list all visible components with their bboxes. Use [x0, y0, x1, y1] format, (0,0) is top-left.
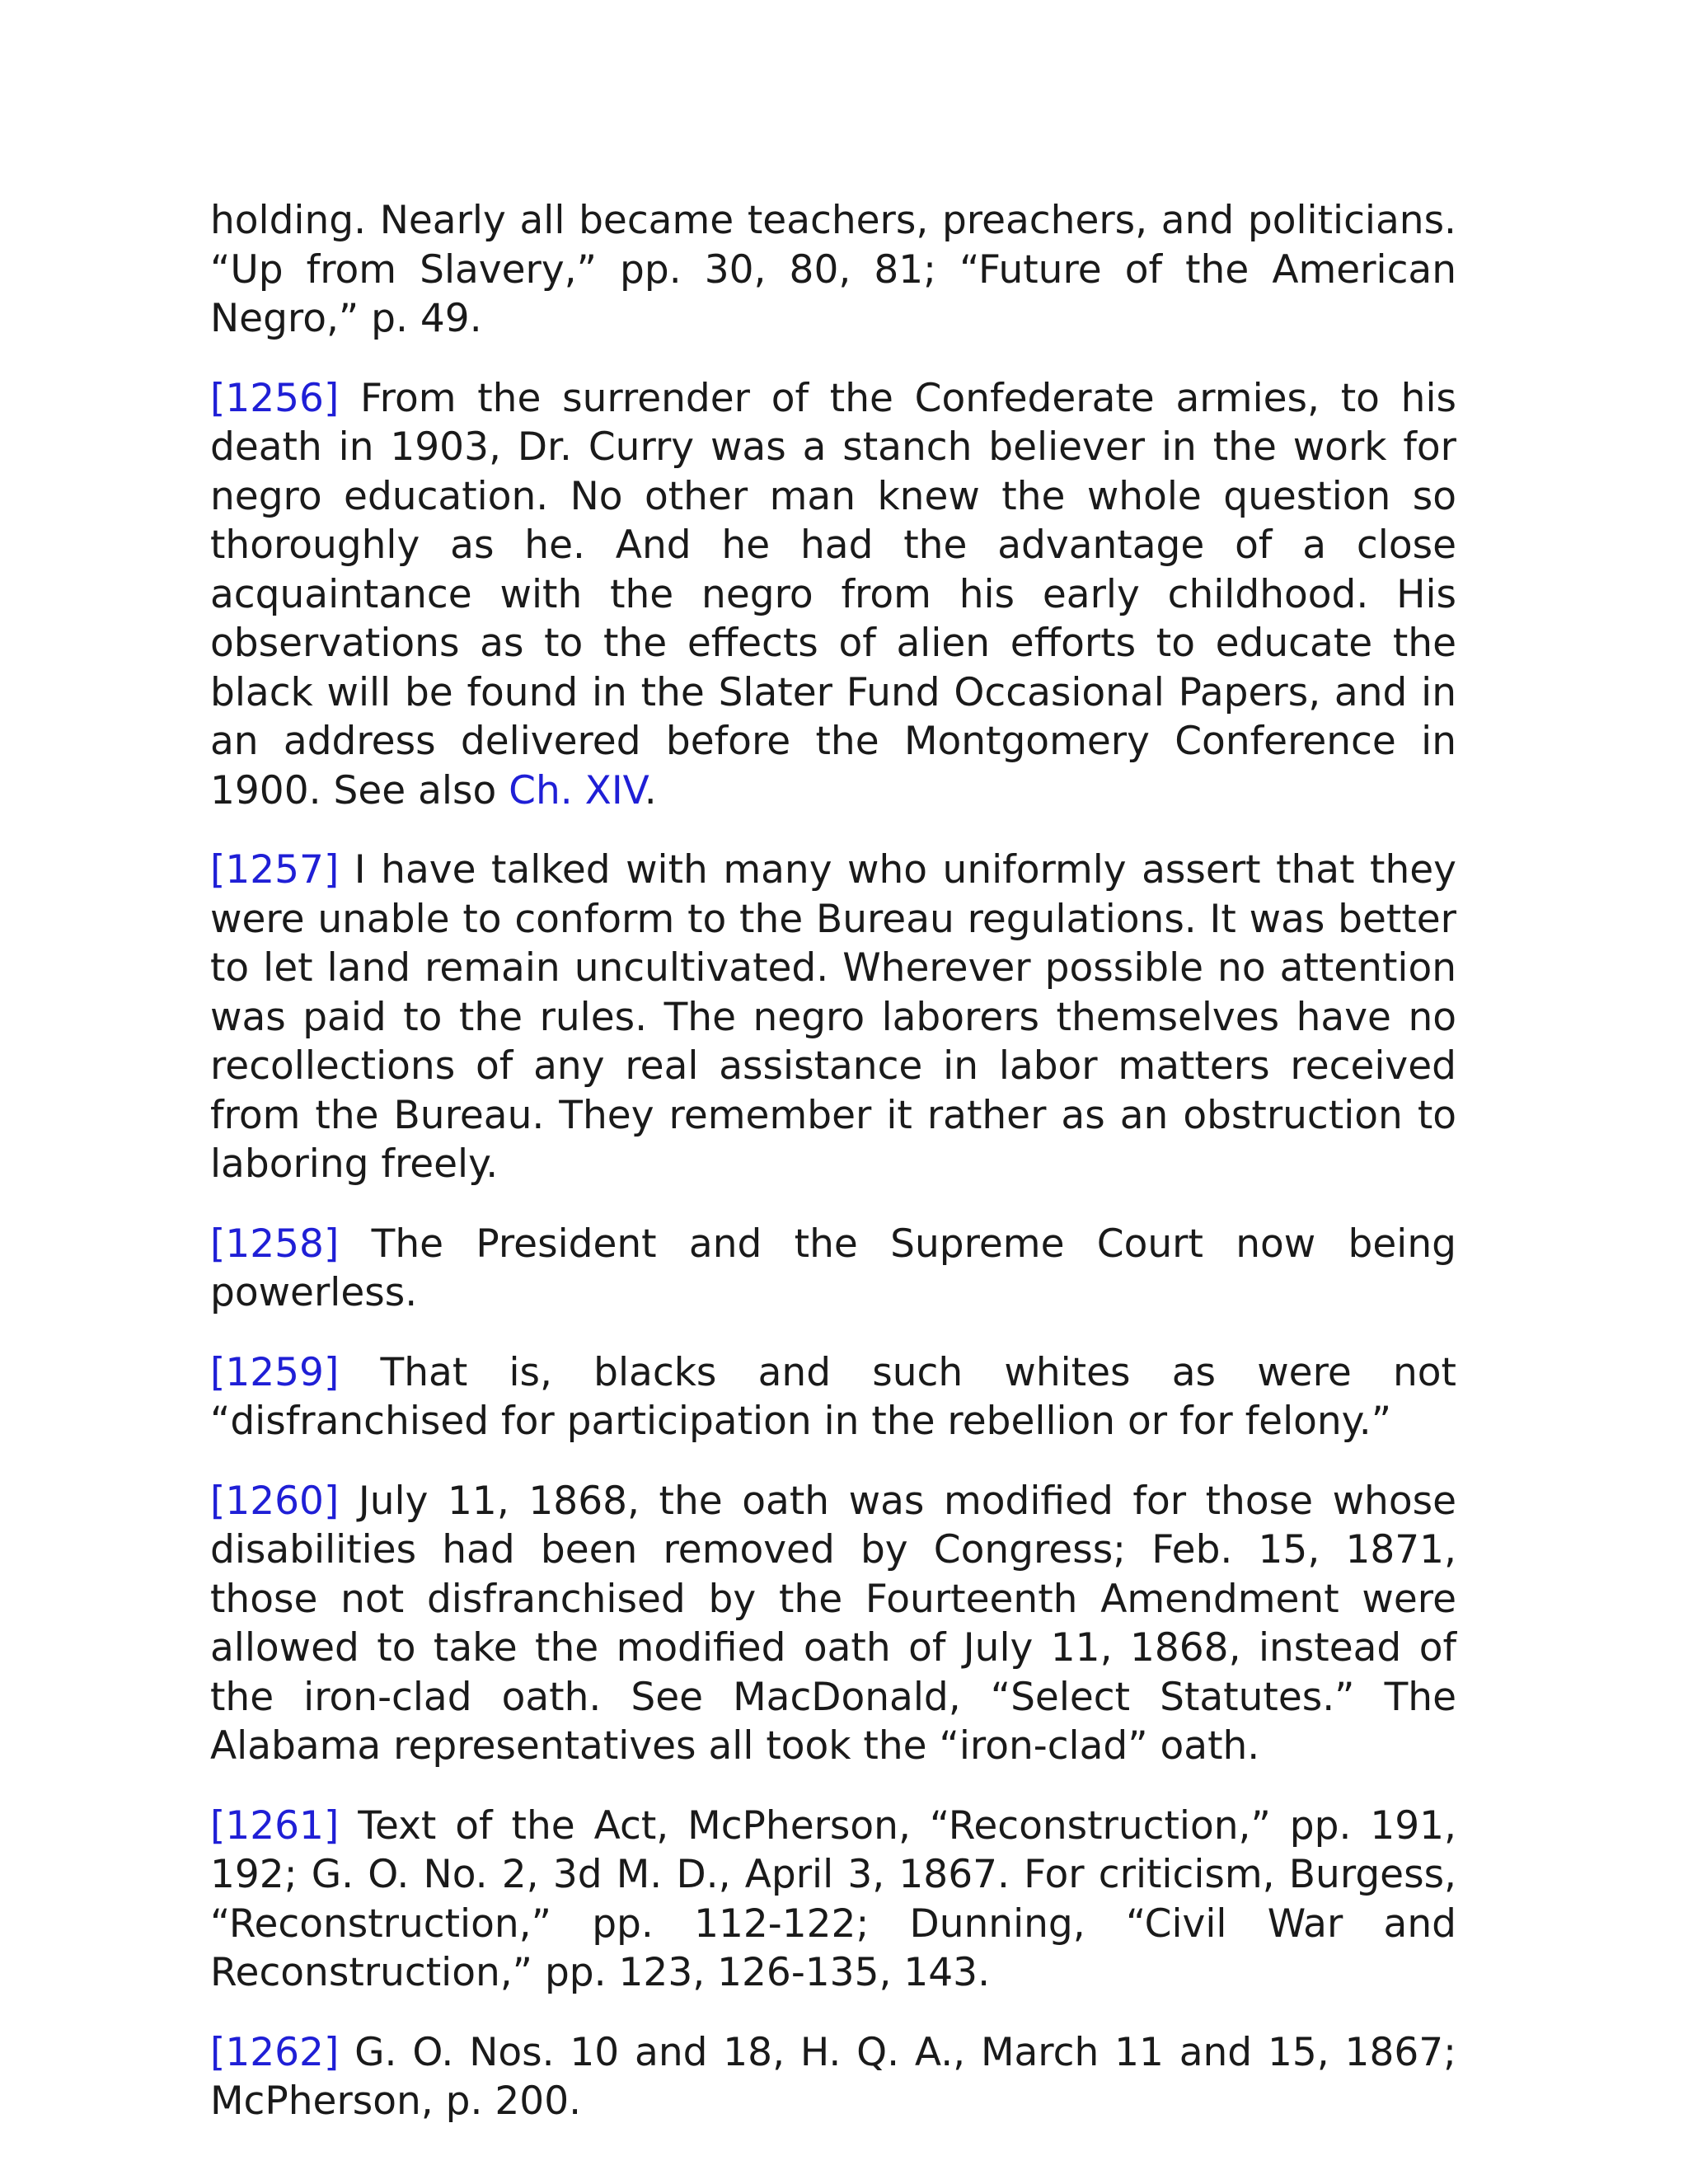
footnote-text: From the surrender of the Confederate armies, to his death in 1903, Dr. Curry was a stanch believer in the work for negro education. No other man knew the whole question so thoroughly as he. And he had the advantage of a close acquaintance with the negro from his early childhood. His observations as to the effects of alien efforts to educate the black will be found in the Slater Fund Occasional Papers, and in an address delivered before the Montgomery Conference in 1900. See also: [210, 375, 1456, 813]
footnote-1256: [210, 374, 1456, 816]
footnote-continuation: [210, 196, 1456, 344]
footnote-1261: [210, 1802, 1456, 1998]
footnote-1258: [210, 1220, 1456, 1318]
footnote-text: I have talked with many who uniformly assert that they were unable to conform to the Bureau regulations. It was better to let land remain uncultivated. Wherever possible no attention was paid to the rules. The negro laborers themselves have no recollections of any real assistance in labor matters received from the Bureau. They remember it rather as an obstruction to laboring freely.: [210, 847, 1456, 1187]
footnote-ref-link-1259[interactable]: [1259]: [210, 1349, 340, 1395]
footnote-ref-link-1260[interactable]: [1260]: [210, 1478, 340, 1524]
footnote-text: The President and the Supreme Court now being powerless.: [210, 1221, 1456, 1315]
footnote-1260: [210, 1477, 1456, 1771]
footnote-1259: [210, 1348, 1456, 1446]
footnote-ref-link-1261[interactable]: [1261]: [210, 1802, 340, 1849]
footnote-text-tail: .: [644, 767, 657, 813]
footnote-ref-link-1262[interactable]: [1262]: [210, 2029, 340, 2075]
footnote-text: holding. Nearly all became teachers, preachers, and politicians. “Up from Slavery,” pp. 30, 80, 81; “Future of the American Negro,” p. 49.: [210, 198, 1456, 341]
chapter-xiv-link[interactable]: Ch. XIV: [509, 767, 645, 813]
footnote-text: G. O. Nos. 10 and 18, H. Q. A., March 11 and 15, 1867; McPherson, p. 200.: [210, 2029, 1456, 2124]
footnotes-page: [210, 196, 1456, 2157]
footnote-1262: [210, 2028, 1456, 2126]
footnote-ref-link-1256[interactable]: [1256]: [210, 375, 340, 421]
footnote-text: Text of the Act, McPherson, “Reconstruction,” pp. 191, 192; G. O. No. 2, 3d M. D., April 3, 1867. For criticism, Burgess, “Reconstruction,” pp. 112-122; Dunning, “Civil War and Reconstruction,” pp. 123, 126-135, 143.: [210, 1802, 1456, 1995]
footnote-ref-link-1258[interactable]: [1258]: [210, 1221, 340, 1267]
footnote-ref-link-1257[interactable]: [1257]: [210, 847, 340, 893]
footnote-text: That is, blacks and such whites as were not “disfranchised for participation in the rebellion or for felony.”: [210, 1349, 1456, 1444]
footnote-1257: [210, 846, 1456, 1189]
footnote-text: July 11, 1868, the oath was modified for those whose disabilities had been removed by Congress; Feb. 15, 1871, those not disfranchised by the Fourteenth Amendment were allowed to take the modified oath of July 11, 1868, instead of the iron-clad oath. See MacDonald, “Select Statutes.” The Alabama representatives all took the “iron-clad” oath.: [210, 1478, 1456, 1769]
